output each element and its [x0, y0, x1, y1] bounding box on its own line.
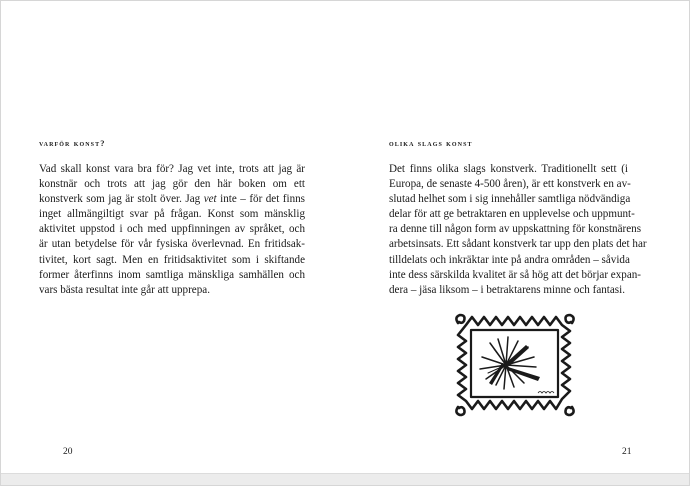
text-line: Vad skall konst vara bra för? Jag vet inte, trots att jag är [39, 163, 305, 175]
page-number: 20 [63, 447, 73, 457]
text-line: inte dess särskilda kvalitet är så hög att det börjar expan- [389, 268, 641, 281]
text-line: former återfinns inom samtliga mänskliga samhällen och [39, 268, 305, 281]
text-line: tilldelats och inkräktar inte på andra områden – såvida [389, 253, 630, 266]
left-page [1, 1, 346, 473]
right-page [346, 1, 689, 473]
text-line: Det finns olika slags konstverk. Traditionellt sett (i [389, 163, 628, 175]
text-line: är utan betydelse för vår fysiska överlevnad. En fritidsak- [39, 238, 305, 251]
body-text [39, 162, 305, 298]
text-line: vars bästa resultat inte går att upprepa. [39, 283, 210, 296]
framed-starburst-drawing [452, 313, 578, 417]
text-line: aktivitet uppstod i och med uppfinningen av språket, och [39, 223, 305, 236]
text-line: slutad helhet som i sig innehåller samtliga nödvändiga [389, 193, 631, 206]
text-line: Europa, de senaste 4-500 åren), är ett konstverk en av- [389, 178, 631, 191]
page-bottom-band [1, 473, 689, 485]
section-heading: varför konst? [39, 138, 106, 148]
text-line: konstnär och trots att jag gör den här boken om ett [39, 178, 305, 191]
text-line-end: inte – för det finns [216, 193, 305, 206]
body-text [389, 162, 647, 298]
emphasis-word: vet [203, 193, 217, 206]
page-number: 21 [622, 447, 632, 457]
text-line: dera – jäsa liksom – i betraktarens minne och fantasi. [389, 283, 625, 296]
text-line: inget allmängiltigt svar på frågan. Konst som mänsklig [39, 208, 305, 221]
text-line-start: konstverk som jag är stolt över. Jag [39, 193, 204, 206]
section-heading: olika slags konst [389, 138, 473, 148]
text-line [39, 192, 305, 207]
artwork-illustration [452, 313, 578, 417]
text-line: ra denne till någon form av uppskattning för konstnärens [389, 223, 642, 236]
text-line: delar för att ge betraktaren en upplevelse och uppmunt- [389, 208, 635, 221]
text-line: tivitet, kort sagt. Men en fritidsaktivitet som i skiftande [39, 253, 305, 266]
text-line: arbetsinsats. Ett sådant konstverk tar upp den plats det har [389, 238, 647, 251]
